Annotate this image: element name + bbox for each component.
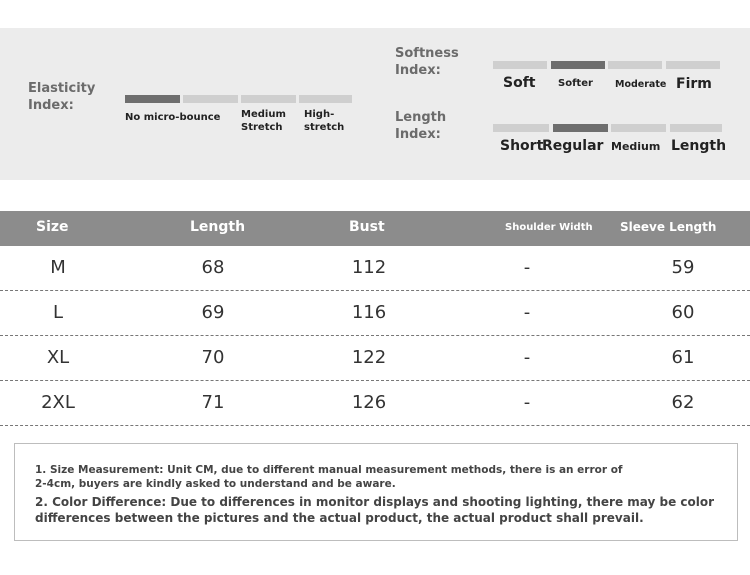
elasticity-level-label: High- stretch xyxy=(304,109,345,133)
softness-bar-softer xyxy=(551,61,605,69)
cell-bust: 126 xyxy=(351,392,387,413)
cell-length: 69 xyxy=(201,302,225,323)
cell-sleeve: 59 xyxy=(671,257,695,278)
notes-box xyxy=(14,443,738,541)
cell-size: M xyxy=(50,257,66,278)
length-bar-short xyxy=(493,124,549,132)
cell-length: 70 xyxy=(201,347,225,368)
length-bar-regular xyxy=(553,124,608,132)
cell-size: XL xyxy=(46,347,70,368)
header-shoulder-width: Shoulder Width xyxy=(505,222,593,233)
cell-length: 71 xyxy=(201,392,225,413)
cell-shoulder: - xyxy=(523,257,531,278)
cell-sleeve: 62 xyxy=(671,392,695,413)
table-row xyxy=(0,246,750,291)
cell-sleeve: 61 xyxy=(671,347,695,368)
softness-bar-soft xyxy=(493,61,547,69)
size-table-header xyxy=(0,211,750,246)
header-sleeve-length: Sleeve Length xyxy=(620,220,717,234)
cell-bust: 116 xyxy=(351,302,387,323)
length-level-label: Regular xyxy=(542,138,604,154)
softness-level-label: Soft xyxy=(503,75,536,91)
cell-size: L xyxy=(52,302,64,323)
length-level-label: Short xyxy=(500,138,544,154)
length-level-label: Length xyxy=(671,138,727,154)
elasticity-level-label: No micro-bounce xyxy=(125,112,221,123)
cell-size: 2XL xyxy=(41,392,75,413)
header-size: Size xyxy=(36,219,69,235)
softness-level-label: Softer xyxy=(558,78,593,89)
fabric-indices-panel xyxy=(0,28,750,180)
length-bar-medium xyxy=(611,124,666,132)
header-length: Length xyxy=(190,219,246,235)
cell-shoulder: - xyxy=(523,302,531,323)
table-row xyxy=(0,381,750,426)
softness-index-title: Softness Index: xyxy=(395,46,459,78)
cell-shoulder: - xyxy=(523,392,531,413)
cell-bust: 122 xyxy=(351,347,387,368)
elasticity-bar-2 xyxy=(183,95,238,103)
softness-bar-firm xyxy=(666,61,720,69)
length-bar-length xyxy=(670,124,722,132)
softness-bar-moderate xyxy=(608,61,662,69)
note-size-measurement: 1. Size Measurement: Unit CM, due to different manual measurement methods, there is an error of 2-4cm, buyers are kindly asked to understand and be aware. xyxy=(35,464,623,490)
elasticity-level-label: Medium Stretch xyxy=(241,109,286,133)
softness-level-label: Firm xyxy=(676,76,712,92)
cell-bust: 112 xyxy=(351,257,387,278)
table-row xyxy=(0,291,750,336)
softness-level-label: Moderate xyxy=(615,79,667,90)
note-color-difference: 2. Color Difference: Due to differences in monitor displays and shooting lighting, there may be color differences between the pictures and the actual product, the actual product shall prevail. xyxy=(35,495,715,525)
elasticity-index-title: Elasticity Index: xyxy=(28,81,96,113)
cell-length: 68 xyxy=(201,257,225,278)
header-bust: Bust xyxy=(349,219,385,235)
length-level-label: Medium xyxy=(611,140,661,153)
elasticity-bar-high-stretch xyxy=(299,95,352,103)
length-index-title: Length Index: xyxy=(395,110,447,142)
cell-shoulder: - xyxy=(523,347,531,368)
cell-sleeve: 60 xyxy=(671,302,695,323)
table-row xyxy=(0,336,750,381)
elasticity-bar-medium-stretch xyxy=(241,95,296,103)
elasticity-bar-no-micro-bounce xyxy=(125,95,180,103)
